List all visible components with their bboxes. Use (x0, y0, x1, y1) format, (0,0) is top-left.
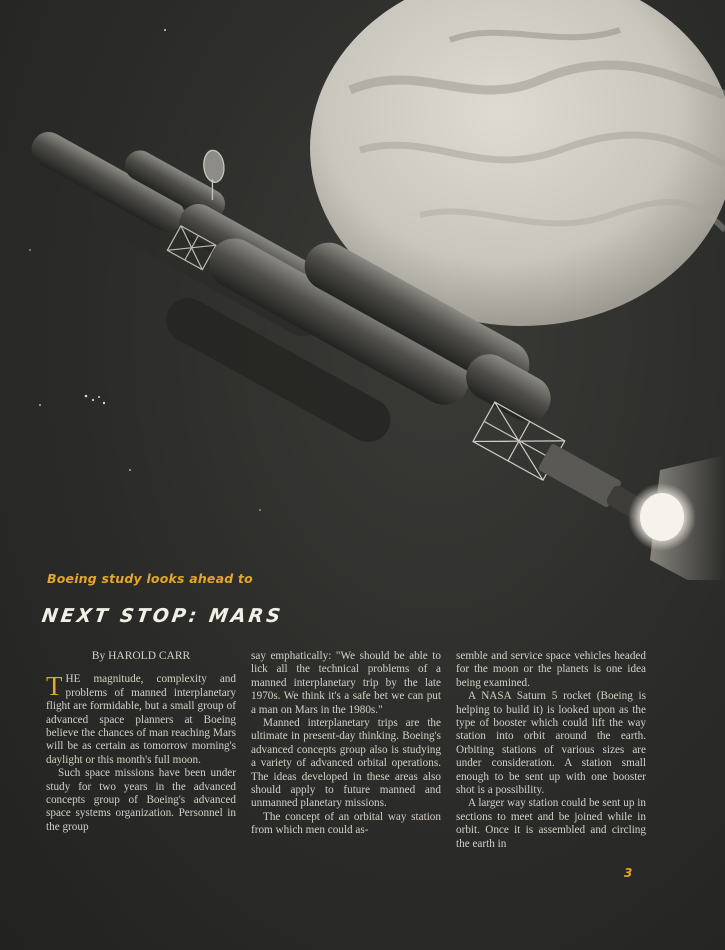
paragraph: semble and service space vehicles headed for the moon or the planets is one idea being examined. (456, 650, 646, 689)
article-kicker: Boeing study looks ahead to (47, 571, 253, 586)
paragraph: THE magnitude, complexity and problems of manned interplanetary flight are formidable, but a small group of advanced space planners at Boeing believe the chances of man reaching Mars will be as certain as tomorrow morning's daylight or this month's full moon. (46, 671, 236, 766)
article-body (46, 650, 654, 860)
page-number: 3 (624, 866, 633, 880)
byline: By HAROLD CARR (91, 650, 191, 662)
paragraph: A NASA Saturn 5 rocket (Boeing is helping to build it) is looked upon as the type of booster which could lift the way station into orbit around the earth. Orbiting stations of various sizes are under consideration. A station small enough to be sent up with one booster shot is a possibility. (456, 690, 646, 797)
article-headline: NEXT STOP: MARS (40, 605, 285, 627)
drop-cap: T (46, 671, 63, 702)
text-column-2 (251, 650, 441, 838)
paragraph: A larger way station could be sent up in sections to meet and be joined while in orbit. Once it is assembled and circling the earth in (456, 797, 646, 850)
text-column-1 (46, 650, 236, 834)
paragraph: say emphatically: "We should be able to lick all the technical problems of a manned interplanetary trip by the late 1970s. We think it's a safe bet we can put a man on Mars in the 1980s." (251, 650, 441, 716)
paragraph: The concept of an orbital way station from which men could as- (251, 810, 441, 837)
paragraph: Such space missions have been under study for two years in the advanced concepts group of Boeing's advanced space systems organization. Personnel in the group (46, 767, 236, 833)
text-column-3 (456, 650, 646, 851)
paragraph: Manned interplanetary trips are the ultimate in present-day thinking. Boeing's advanced concepts group also is studying a variety of advanced orbital operations. The ideas developed in these areas also should apply to future manned and unmanned planetary missions. (251, 717, 441, 810)
